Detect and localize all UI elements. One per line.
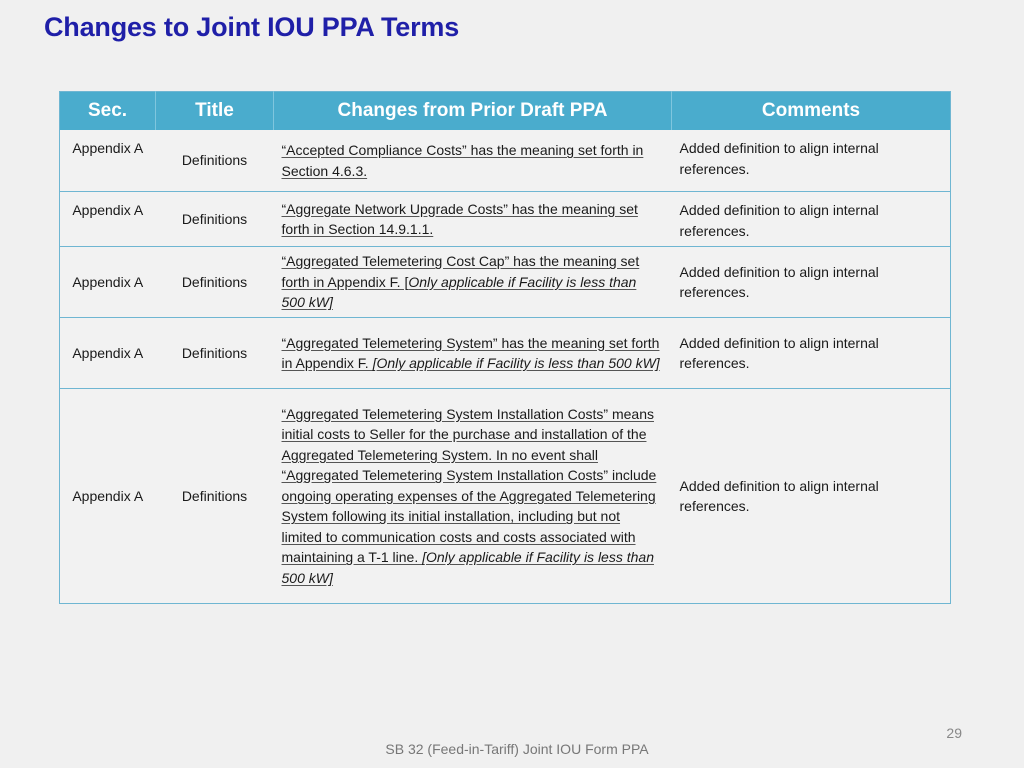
- change-text: “Aggregated Telemetering Cost Cap” has the meaning set forth in Appendix F. [: [281, 253, 640, 290]
- change-cell: [274, 247, 672, 318]
- change-text: “Aggregated Telemetering System” has the meaning set forth in Appendix F.: [281, 334, 660, 371]
- title-cell: Definitions: [156, 318, 274, 389]
- title-cell: Definitions: [156, 192, 274, 247]
- sec-cell: Appendix A: [60, 389, 156, 604]
- header-title: Title: [156, 92, 274, 131]
- change-cell: [274, 192, 672, 247]
- sec-cell: Appendix A: [72, 140, 144, 156]
- comment-cell: Added definition to align internal references.: [672, 318, 951, 389]
- change-text: “Accepted Compliance Costs” has the meaning set forth in Section 4.6.3.: [281, 142, 644, 179]
- change-cell: [274, 130, 672, 192]
- change-note: Only applicable if Facility is less than 500 kW]: [281, 273, 637, 311]
- change-note: [Only applicable if Facility is less than 500 kW]: [372, 355, 660, 371]
- sec-cell: Appendix A: [60, 192, 156, 247]
- ppa-changes-table: [59, 91, 951, 604]
- comment-cell: Added definition to align internal references.: [679, 140, 879, 177]
- header-changes: Changes from Prior Draft PPA: [274, 92, 672, 131]
- header-sec: Sec.: [60, 92, 156, 131]
- change-text: “Aggregated Telemetering System Installation Costs” means initial costs to Seller for the purchase and installation of the Aggregated Telemetering System. In no event shall “Aggregated Telemetering System Installation Costs” include ongoing operating expenses of the Aggregated Telemetering System following its initial installation, including but not limited to communication costs and costs associated with maintaining a T-1 line.: [281, 405, 657, 566]
- table-row: [60, 192, 951, 247]
- comment-cell: Added definition to align internal references.: [672, 192, 951, 247]
- change-cell: [274, 318, 672, 389]
- title-cell: Definitions: [156, 389, 274, 604]
- table-row: [60, 318, 951, 389]
- title-cell: Definitions: [181, 152, 248, 169]
- table-row: [60, 389, 951, 604]
- table-header-row: [60, 92, 951, 131]
- comment-cell: Added definition to align internal references.: [672, 247, 951, 318]
- comment-cell: Added definition to align internal references.: [672, 389, 951, 604]
- change-cell: [274, 389, 672, 604]
- slide-footer: SB 32 (Feed-in-Tariff) Joint IOU Form PPA: [385, 741, 649, 757]
- title-cell: Definitions: [156, 247, 274, 318]
- sec-cell: Appendix A: [60, 318, 156, 389]
- change-note: [Only applicable if Facility is less than 500 kW]: [281, 549, 654, 586]
- slide-title: Changes to Joint IOU PPA Terms: [44, 12, 460, 42]
- table-row: [60, 130, 951, 192]
- change-text: “Aggregate Network Upgrade Costs” has the meaning set forth in Section 14.9.1.1.: [281, 200, 638, 237]
- page-number: 29: [946, 725, 962, 741]
- sec-cell: Appendix A: [60, 247, 156, 318]
- table-row: [60, 247, 951, 318]
- header-comments: Comments: [672, 92, 951, 131]
